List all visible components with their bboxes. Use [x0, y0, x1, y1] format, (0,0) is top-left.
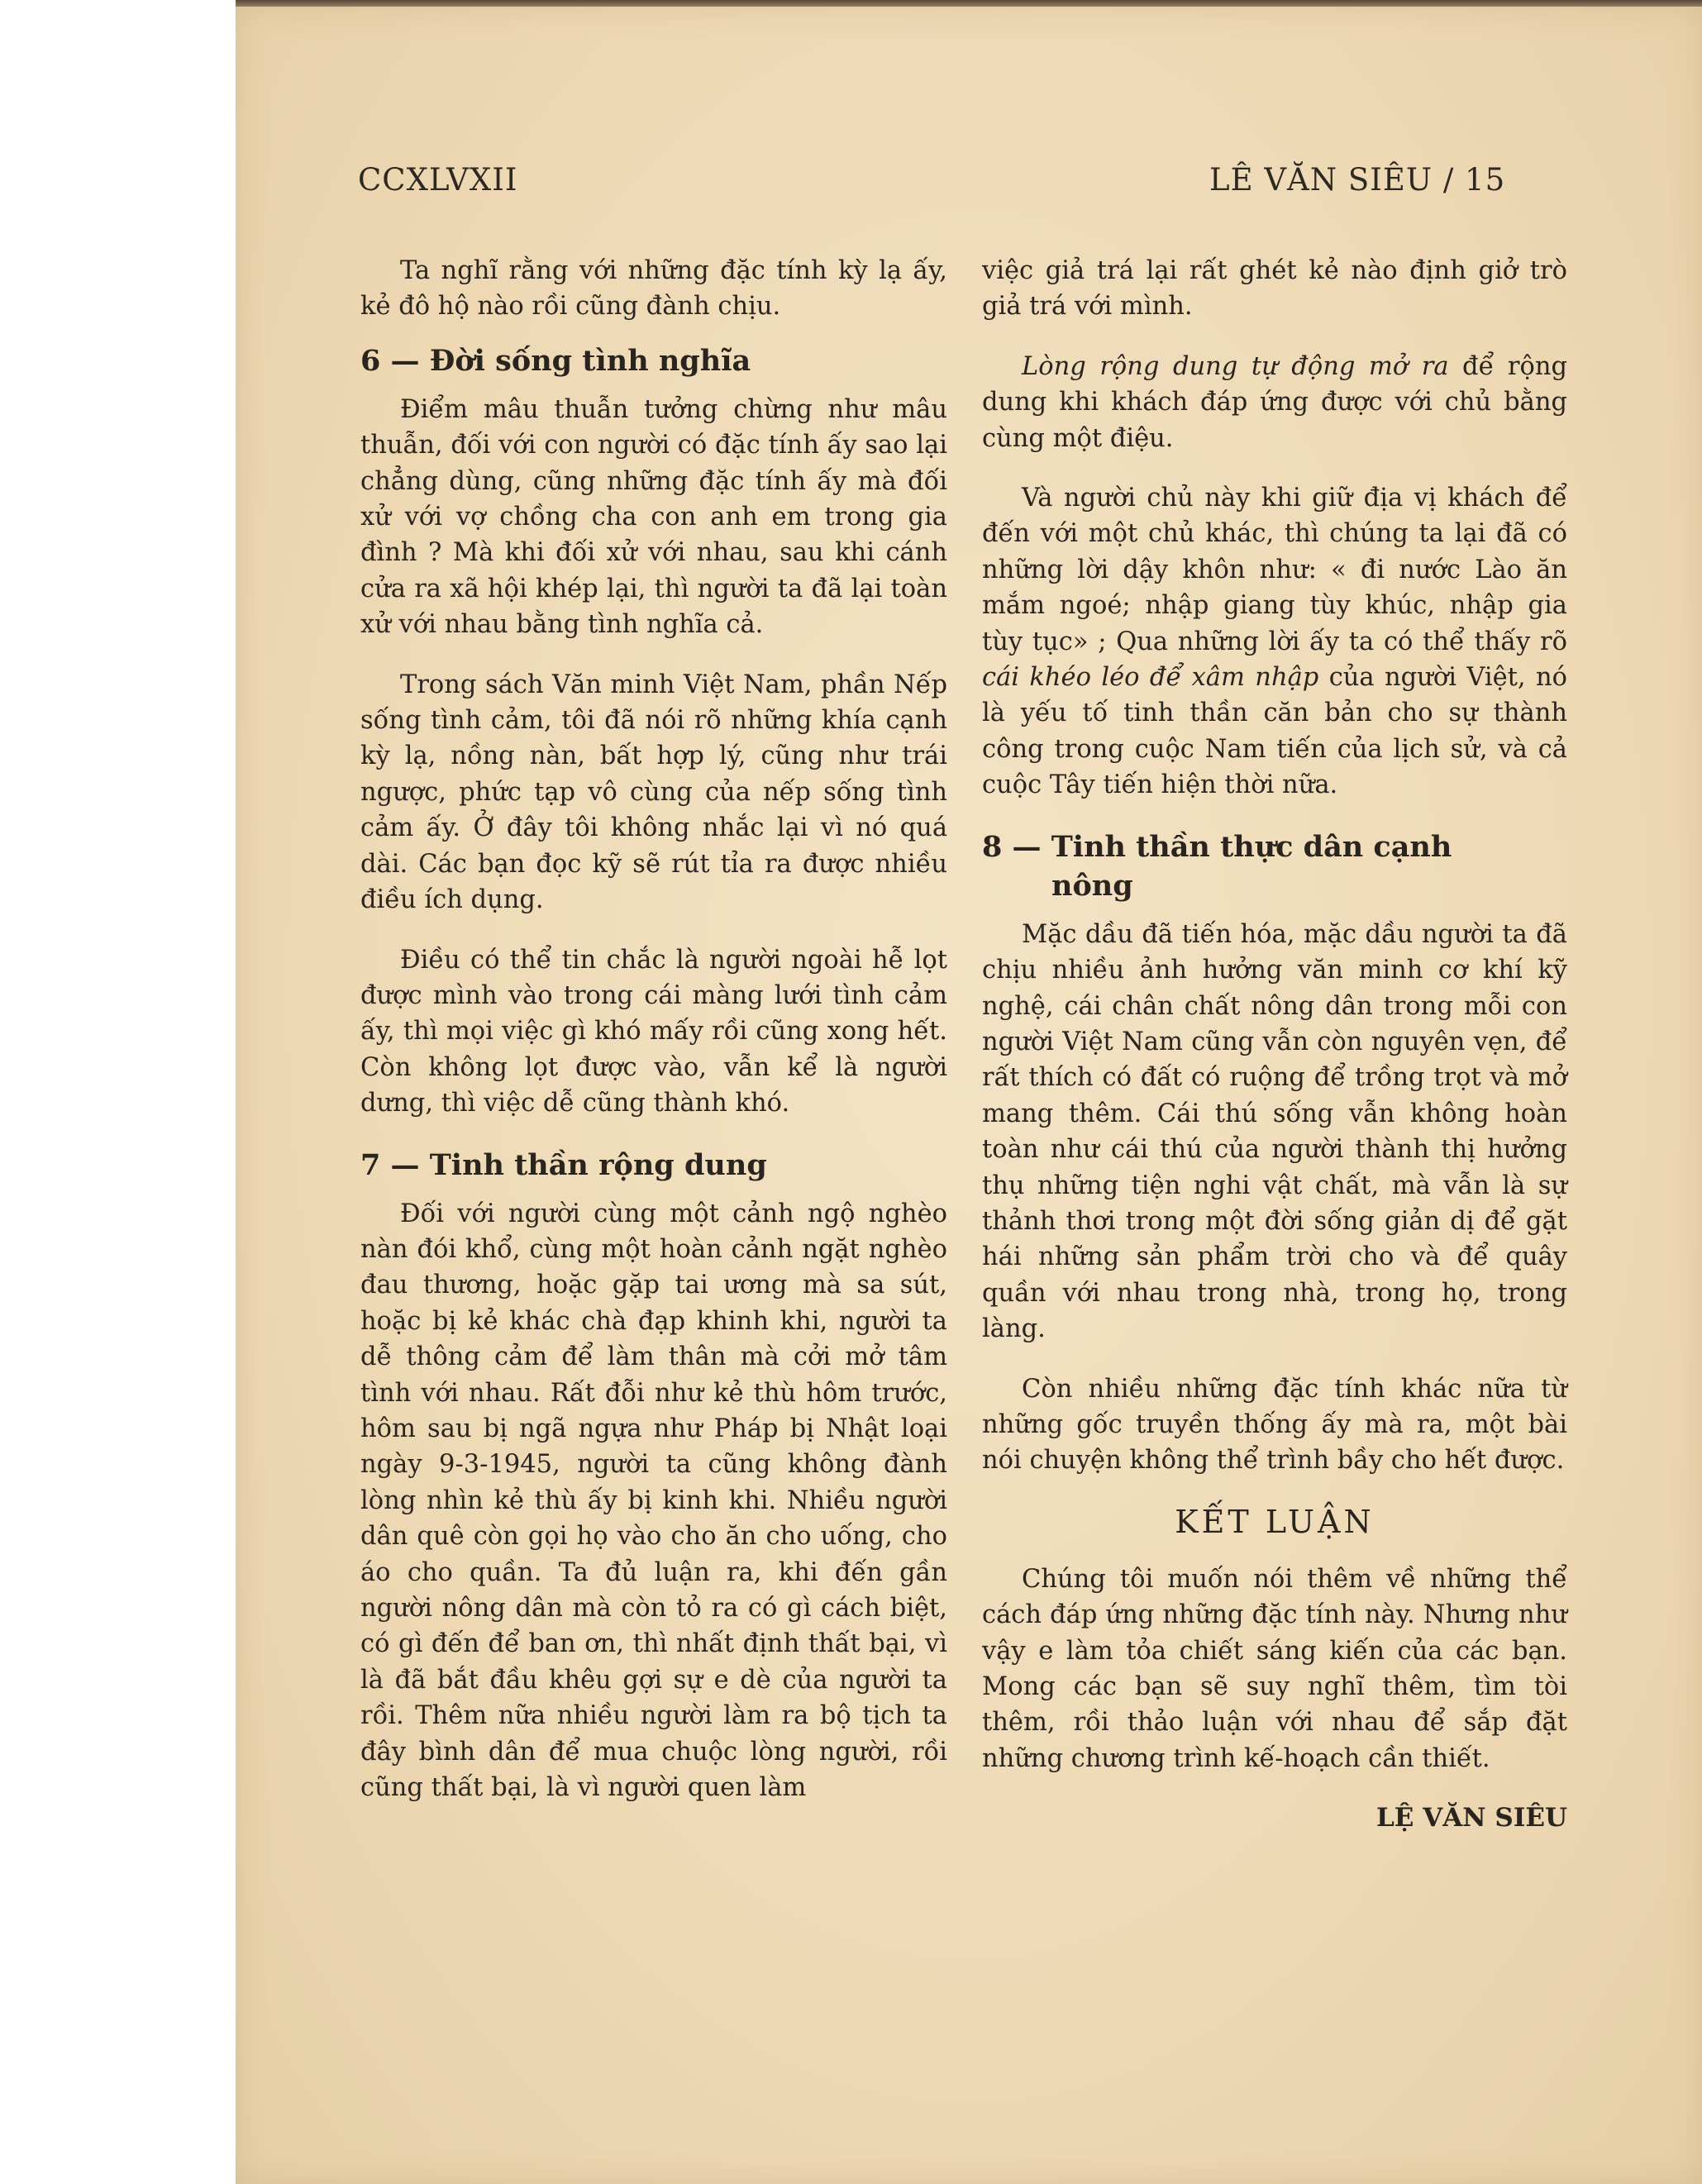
conclusion-heading: KẾT LUẬN: [1175, 1503, 1375, 1540]
page-header-left: CCXLVXII: [358, 162, 518, 198]
paragraph: Mặc dầu đã tiến hóa, mặc dầu người ta đã chịu nhiều ảnh hưởng văn minh cơ khí kỹ nghệ, cái chân chất nông dân trong mỗi con người Việt Nam cũng vẫn còn nguyên vẹn, để rất thích có đất có ruộng để trồng trọt và mở mang thêm. Cái thú sống vẫn không hoàn toàn như cái thú của người thành thị hưởng thụ những tiện nghi vật chất, mà vẫn là sự thảnh thơi trong một đời sống giản dị để gặt hái những sản phẩm trời cho và để quây quần với nhau trong nhà, trong họ, trong làng.: [982, 919, 1567, 1344]
paragraph-text: của người Việt, nó là yếu tố tinh thần căn bản cho sự thành công trong cuộc Nam tiến của lịch sử, và cả cuộc Tây tiến hiện thời nữa.: [982, 663, 1567, 800]
paragraph-text: để rộng dung khi khách đáp ứng được với chủ bằng cùng một điệu.: [982, 351, 1567, 453]
section-heading-6: 6 — Đời sống tình nghĩa: [360, 343, 751, 378]
right-column: [982, 253, 1567, 1837]
paragraph: Chúng tôi muốn nói thêm về những thể cách đáp ứng những đặc tính này. Nhưng như vậy e làm tỏa chiết sáng kiến của các bạn. Mong các bạn sẽ suy nghĩ thêm, tìm tòi thêm, rồi thảo luận với nhau để sắp đặt những chương trình kế-hoạch cần thiết.: [982, 1564, 1567, 1773]
paragraph: [982, 349, 1567, 456]
paragraph: Còn nhiều những đặc tính khác nữa từ những gốc truyền thống ấy mà ra, một bài nói chuyện không thể trình bầy cho hết được.: [982, 1374, 1567, 1476]
book-page: [236, 7, 1702, 2184]
page-header-right: LÊ VĂN SIÊU / 15: [1209, 162, 1506, 198]
paragraph: Điều có thể tin chắc là người ngoài hễ lọt được mình vào trong cái màng lưới tình cảm ấy, thì mọi việc gì khó mấy rồi cũng xong hết. Còn không lọt được vào, vẫn kể là người dưng, thì việc dễ cũng thành khó.: [360, 945, 947, 1118]
section-heading-8-line1: 8 — Tinh thần thực dân cạnh: [982, 829, 1452, 864]
paragraph: việc giả trá lại rất ghét kẻ nào định giở trò giả trá với mình.: [982, 256, 1567, 322]
paragraph-text: Và người chủ này khi giữ địa vị khách để đến với một chủ khác, thì chúng ta lại đã có những lời dậy khôn như: « đi nước Lào ăn mắm ngoé; nhập giang tùy khúc, nhập gia tùy tục» ; Qua những lời ấy ta có thể thấy rõ: [982, 484, 1567, 656]
italic-phrase: cái khéo léo để xâm nhập: [982, 663, 1319, 693]
paragraph: Điểm mâu thuẫn tưởng chừng như mâu thuẫn, đối với con người có đặc tính ấy sao lại chẳng dùng, cũng những đặc tính ấy mà đối xử với vợ chồng cha con anh em trong gia đình ? Mà khi đối xử với nhau, sau khi cánh cửa ra xã hội khép lại, thì người ta đã lại toàn xử với nhau bằng tình nghĩa cả.: [360, 394, 947, 640]
section-heading-8-line2: nông: [1051, 868, 1133, 903]
author-signature: LỆ VĂN SIÊU: [1375, 1803, 1567, 1834]
italic-phrase: Lòng rộng dung tự động mở ra: [1022, 351, 1449, 381]
paragraph: Ta nghĩ rằng với những đặc tính kỳ lạ ấy, kẻ đô hộ nào rồi cũng đành chịu.: [360, 256, 947, 322]
paragraph: Trong sách Văn minh Việt Nam, phần Nếp sống tình cảm, tôi đã nói rõ những khía cạnh kỳ lạ, nồng nàn, bất hợp lý, cũng như trái ngược, phức tạp vô cùng của nếp sống tình cảm ấy. Ở đây tôi không nhắc lại vì nó quá dài. Các bạn đọc kỹ sẽ rút tỉa ra được nhiều điều ích dụng.: [360, 670, 947, 915]
paragraph: [982, 480, 1567, 804]
section-heading-7: 7 — Tinh thần rộng dung: [360, 1147, 767, 1182]
paragraph: Đối với người cùng một cảnh ngộ nghèo nàn đói khổ, cùng một hoàn cảnh ngặt nghèo đau thương, hoặc gặp tai ương mà sa sút, hoặc bị kẻ khác chà đạp khinh khi, người ta dễ thông cảm để làm thân mà cởi mở tâm tình với nhau. Rất đỗi như kẻ thù hôm trước, hôm sau bị ngã ngựa như Pháp bị Nhật loại ngày 9-3-1945, người ta cũng không đành lòng nhìn kẻ thù ấy bị kinh khi. Nhiều người dân quê còn gọi họ vào cho ăn cho uống, cho áo cho quần. Ta đủ luận ra, khi đến gần người nông dân mà còn tỏ ra có gì cách biệt, có gì đến để ban ơn, thì nhất định thất bại, vì là đã bắt đầu khêu gợi sự e dè của người ta rồi. Thêm nữa nhiều người làm ra bộ tịch ta đây bình dân để mua chuộc lòng người, rồi cũng thất bại, là vì người quen làm: [360, 1199, 947, 1803]
left-column: [360, 253, 947, 1829]
section-heading-8: [982, 827, 1567, 905]
